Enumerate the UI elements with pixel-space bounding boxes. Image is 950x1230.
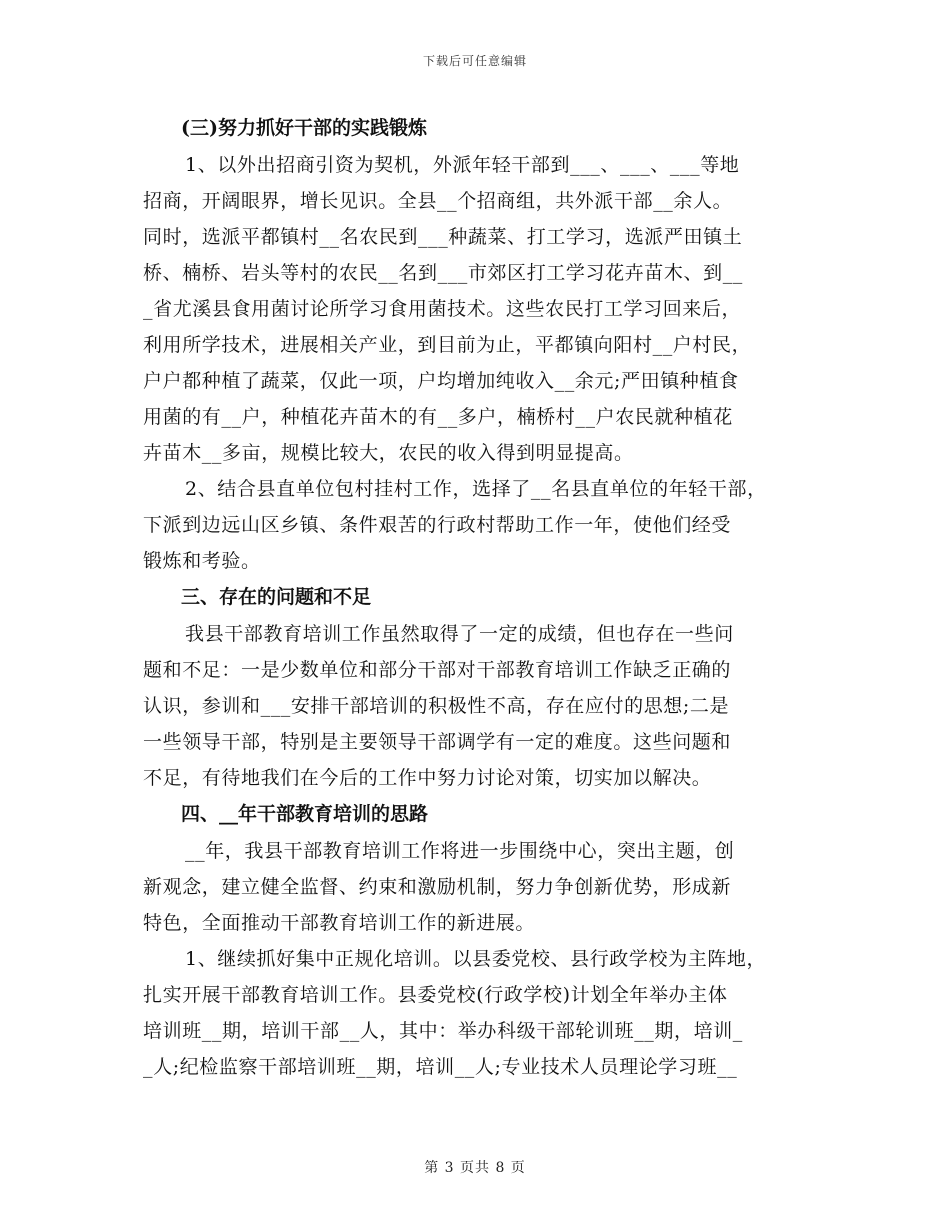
- text-line: 2、结合县直单位包村挂村工作，选择了__名县直单位的年轻干部，: [185, 478, 767, 500]
- paragraph: [143, 941, 813, 1085]
- section-heading: 四、__年干部教育培训的思路: [181, 803, 429, 825]
- text-line: 卉苗木__多亩，规模比较大，农民的收入得到明显提高。: [143, 442, 634, 464]
- text-line: 特色，全面推动干部教育培训工作的新进展。: [143, 912, 536, 934]
- section-training-plan: [143, 796, 813, 1085]
- section-heading: (三)努力抓好干部的实践锻炼: [181, 117, 427, 139]
- text-line: 题和不足：一是少数单位和部分干部对干部教育培训工作缺乏正确的: [143, 659, 732, 681]
- text-line: 下派到边远山区乡镇、条件艰苦的行政村帮助工作一年，使他们经受: [143, 514, 732, 536]
- page-header-note: 下载后可任意编辑: [422, 54, 527, 68]
- text-line: 一些领导干部，特别是主要领导干部调学有一定的难度。这些问题和: [143, 731, 732, 753]
- text-line: 户户都种植了蔬菜，仅此一项，户均增加纯收入__余元;严田镇种植食: [143, 370, 739, 392]
- text-line: 培训班__期，培训干部__人，其中：举办科级干部轮训班__期，培训_: [143, 1020, 743, 1042]
- section-practice-training: [143, 110, 813, 579]
- text-line: 用菌的有__户，种植花卉苗木的有__多户，楠桥村__户农民就种植花: [143, 406, 733, 428]
- section-problems: [143, 579, 813, 796]
- text-line: 1、继续抓好集中正规化培训。以县委党校、县行政学校为主阵地，: [185, 948, 767, 970]
- text-line: 利用所学技术，进展相关产业，到目前为止，平都镇向阳村__户村民，: [143, 334, 752, 356]
- text-line: 不足，有待地我们在今后的工作中努力讨论对策，切实加以解决。: [143, 767, 712, 789]
- text-line: 1、以外出招商引资为契机，外派年轻干部到___、___、___等地: [185, 154, 740, 176]
- text-line: 桥、楠桥、岩头等村的农民__名到___市郊区打工学习花卉苗木、到__: [143, 262, 743, 284]
- paragraph: [143, 471, 813, 579]
- page-number: 第 3 页共 8 页: [424, 1160, 526, 1176]
- text-line: _人;纪检监察干部培训班__期，培训__人;专业技术人员理论学习班__: [143, 1056, 738, 1078]
- section-heading: 三、存在的问题和不足: [181, 586, 372, 608]
- text-line: 锻炼和考验。: [143, 550, 261, 572]
- paragraph: [143, 616, 813, 796]
- text-line: _省尤溪县食用菌讨论所学习食用菌技术。这些农民打工学习回来后，: [143, 298, 742, 320]
- text-line: 我县干部教育培训工作虽然取得了一定的成绩，但也存在一些问: [185, 623, 734, 645]
- paragraph: [143, 147, 813, 471]
- text-line: 认识，参训和___安排干部培训的积极性不高，存在应付的思想;二是: [143, 695, 730, 717]
- document-body: [143, 110, 813, 1085]
- text-line: __年，我县干部教育培训工作将进一步围绕中心，突出主题，创: [185, 840, 735, 862]
- text-line: 扎实开展干部教育培训工作。县委党校(行政学校)计划全年举办主体: [143, 984, 728, 1006]
- text-line: 新观念，建立健全监督、约束和激励机制，努力争创新优势，形成新: [143, 876, 732, 898]
- text-line: 同时，选派平都镇村__名农民到___种蔬菜、打工学习，选派严田镇土: [143, 226, 743, 248]
- text-line: 招商，开阔眼界，增长见识。全县__个招商组，共外派干部__余人。: [143, 190, 733, 212]
- paragraph: [143, 833, 813, 941]
